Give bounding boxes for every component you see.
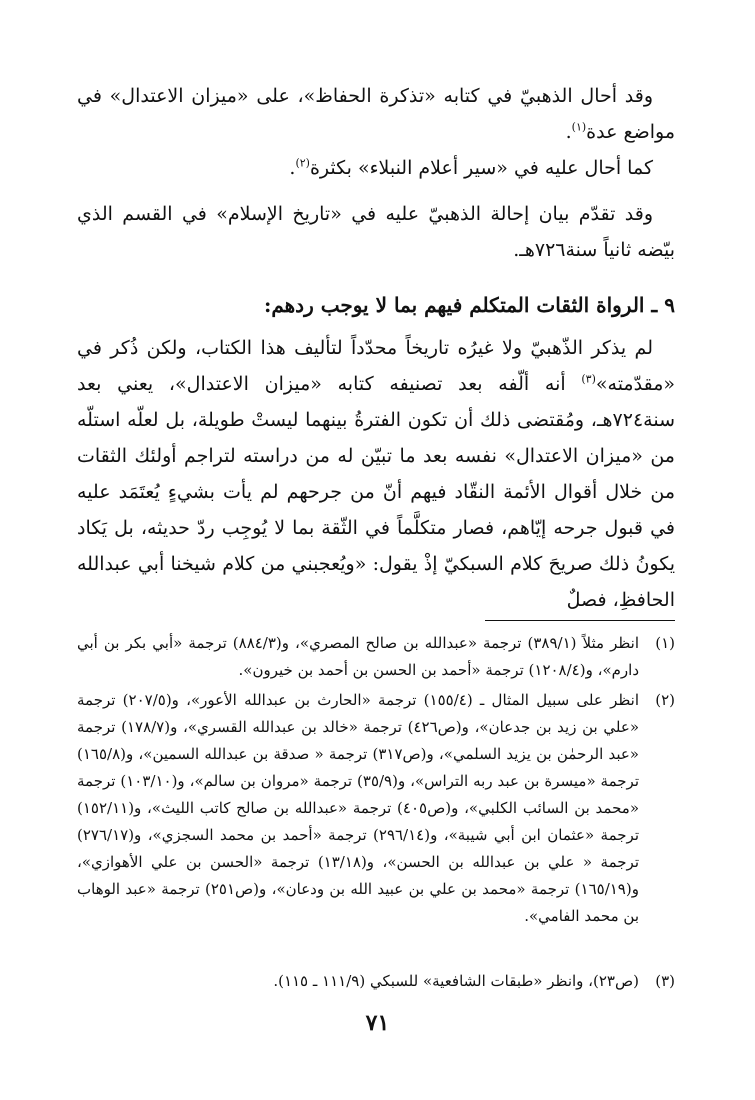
footnote-number: (٣) — [655, 972, 675, 990]
footnote-number: (٢) — [655, 691, 675, 709]
page-number: ٧١ — [365, 1010, 390, 1036]
footnote-ref-1: (١) — [571, 120, 587, 134]
paragraph-main-continued: أنه ألّفه بعد تصنيفه كتابه «ميزان الاعتدال»، يعني بعد سنة٧٢٤هـ، ومُقتضى ذلك أن تكون الفترةُ بينهما ليستْ طويلة، بل لعلّه استلّه من «ميزان الاعتدال» نفسه بعد ما تبيّن له من دراسته لتراجم أولئك الثقات من خلال أقوال الأئمة النقّاد فيهم أنّ من جرحهم لم يأت بشيءٍ يُعتَمَد عليه في قبول جرحه إيّاهم، فصار متكلَّماً في الثّقة بما لا يُوجِب ردّ حديثه، بل يَكاد يكونُ ذلك صريحَ كلام السبكيّ إذْ يقول: «ويُعجبني من كلام شيخنا أبي عبدالله الحافظِ، فصلٌ — [77, 373, 675, 611]
footnote-separator — [485, 620, 675, 621]
footnote-number: (١) — [655, 634, 675, 652]
section-heading: ٩ ـ الرواة الثقات المتكلم فيهم بما لا يوجب ردهم: — [263, 293, 675, 317]
footnote-text: انظر مثلاً (٣٨٩/١) ترجمة «عبدالله بن صالح المصري»، و(٨٨٤/٣) ترجمة «أبي بكر بن أبي دارم»، و(١٢٠٨/٤) ترجمة «أحمد بن الحسن بن أحمد بن خيرون». — [77, 634, 640, 679]
footnote-text: (ص٢٣)، وانظر «طبقات الشافعية» للسبكي (١١١/٩ ـ ١١٥). — [273, 972, 639, 990]
footnote-3 — [77, 968, 675, 995]
footnote-ref-2: (٢) — [295, 156, 310, 170]
paragraph-main-text: لم يذكر الذّهبيّ ولا غيرُه تاريخاً محدّداً لتأليف هذا الكتاب، ولكن ذُكر في «مقدّمته» — [77, 337, 675, 395]
footnote-text: انظر على سبيل المثال ـ (١٥٥/٤) ترجمة «الحارث بن عبدالله الأعور»، و(٢٠٧/٥) ترجمة «علي بن زيد بن جدعان»، و(ص٤٢٦) ترجمة «خالد بن عبدالله القسري»، و(١٧٨/٧) ترجمة «عبد الرحمٰن بن يزيد السلمي»، و(ص٣١٧) ترجمة « صدقة بن عبدالله السمين»، و(١٦٥/٨) ترجمة «ميسرة بن عبد ربه التراس»، و(٣٥/٩) ترجمة «مروان بن سالم»، و(١٠٣/١٠) ترجمة «محمد بن السائب الكلبي»، و(ص٤٠٥) ترجمة «عبدالله بن صالح كاتب الليث»، و(١٥٢/١١) ترجمة «عثمان ابن أبي شيبة»، و(٢٩٦/١٤) ترجمة «أحمد بن محمد السجزي»، و(٢٧٦/١٧) ترجمة « علي بن عبدالله بن الحسن»، و(١٣/١٨) ترجمة «الحسن بن علي الأهوازي»، و(١٦٥/١٩) ترجمة «محمد بن علي بن عبيد الله بن ودعان»، و(ص٢٥١) ترجمة «عبد الوهاب بن محمد الفامي». — [77, 691, 639, 925]
paragraph-siyar — [77, 150, 675, 186]
footnote-2 — [77, 687, 675, 930]
paragraph-tadhkira-end: . — [565, 121, 572, 143]
footnote-1 — [77, 630, 675, 684]
paragraph-main — [77, 330, 675, 618]
paragraph-tadhkira — [77, 78, 675, 150]
paragraph-tadhkira-text: وقد أحال الذهبيّ في كتابه «تذكرة الحفاظ»، على «ميزان الاعتدال» في مواضع عدة — [77, 85, 675, 143]
paragraph-siyar-end: . — [289, 157, 296, 179]
footnote-ref-3: (٣) — [581, 372, 596, 386]
paragraph-siyar-text: كما أحال عليه في «سير أعلام النبلاء» بكثرة — [309, 157, 653, 179]
paragraph-tarikh: وقد تقدّم بيان إحالة الذهبيّ عليه في «تاريخ الإسلام» في القسم الذي بيّضه ثانياً سنة٧٢٦هـ. — [77, 203, 675, 261]
